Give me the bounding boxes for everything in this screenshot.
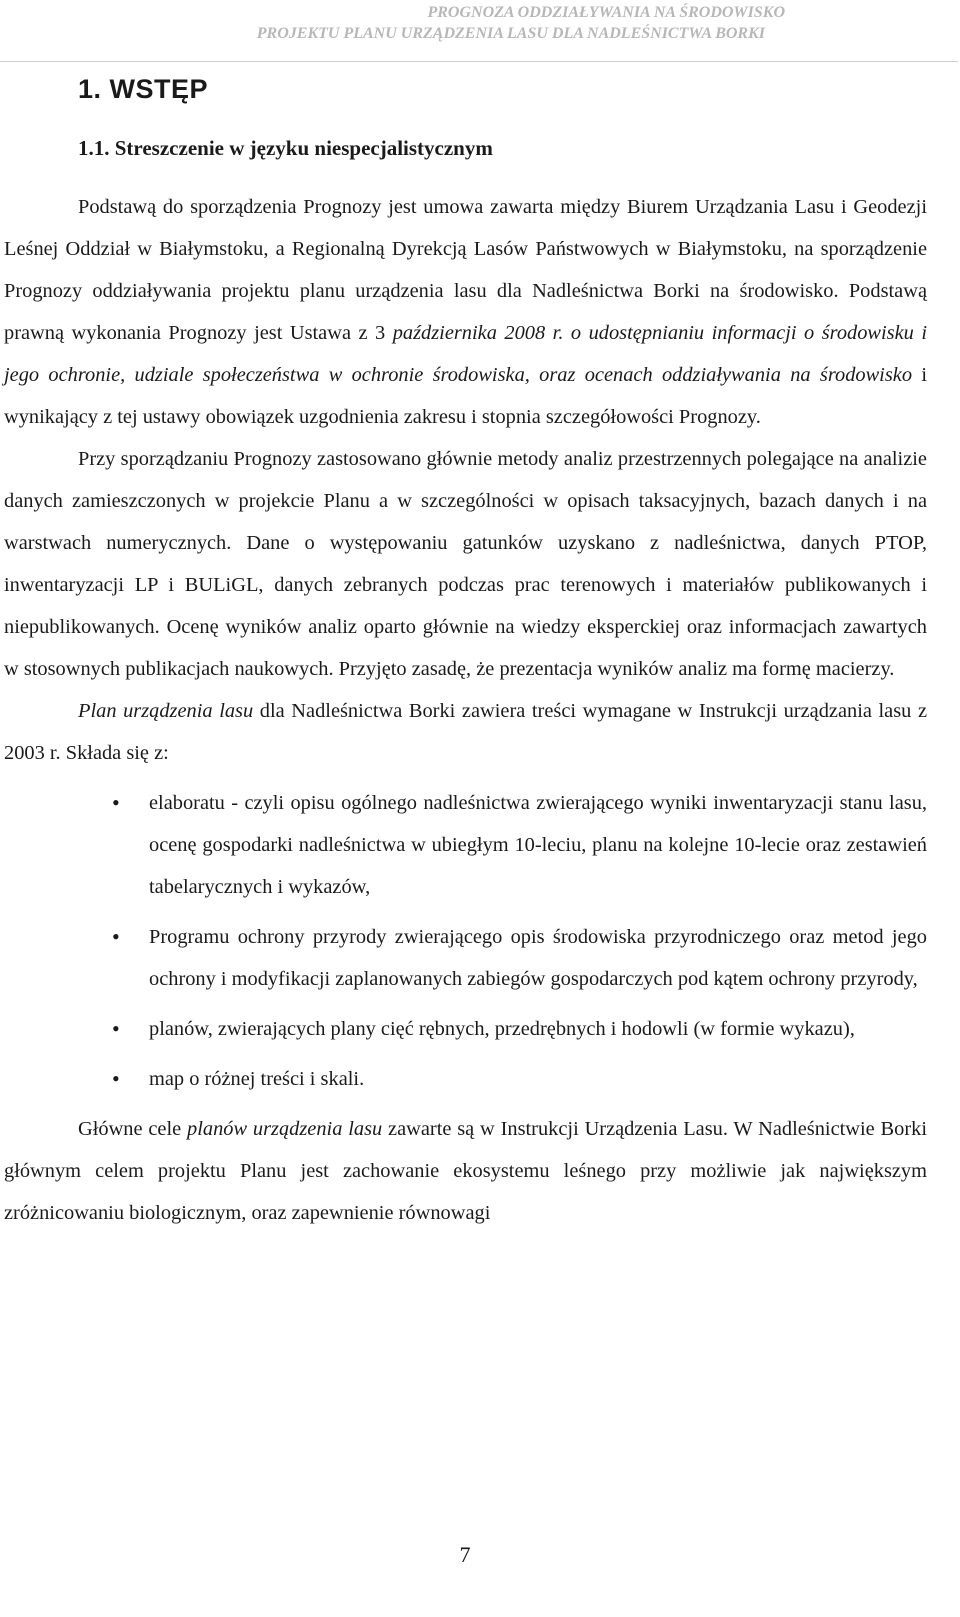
list-item: • planów, zwierających plany cięć rębnych, przedrębnych i hodowli (w formie wykazu), [4,1008,927,1050]
plan-title-italic: Plan urządzenia lasu [78,700,254,722]
section-heading: 1. WSTĘP [78,74,209,104]
plan-components-list [4,782,927,1100]
running-header [0,2,960,44]
plan-contents-text: dla Nadleśnictwa Borki zawiera treści wymagane w Instrukcji urządzania lasu z 2003 r. Składa się z: [4,700,927,764]
goals-text-end: zawarte są w Instrukcji Urządzenia Lasu. W Nadleśnictwie Borki głównym celem projektu Planu jest zachowanie ekosystemu leśnego przy możliwie jak największym zróżnicowaniu biologicznym, oraz zapewnienie równowagi [4,1118,928,1224]
paragraph-plan-contents [4,690,927,774]
plans-italic: planów urządzenia lasu [187,1118,383,1140]
header-title-line1: PROGNOZA ODDZIAŁYWANIA NA ŚRODOWISKO [427,4,785,21]
page-number: 7 [459,1542,471,1567]
paragraph-basis-end: i wynikający z tej ustawy obowiązek uzgodnienia zakresu i stopnia szczegółowości Prognozy. [4,364,927,428]
goals-text-start: Główne cele [78,1118,188,1140]
header-divider [0,61,958,62]
subsection-heading: 1.1. Streszczenie w języku niespecjalistycznym [78,136,493,160]
list-item: • Programu ochrony przyrody zwierającego opis środowiska przyrodniczego oraz metod jego ochrony i modyfikacji zaplanowanych zabiegów gospodarczych pod kątem ochrony przyrody, [4,916,927,1000]
paragraph-goals [4,1108,927,1234]
paragraph-basis [4,186,927,438]
law-title-italic: października 2008 r. o udostępnianiu informacji o środowisku i jego ochronie, udziale społeczeństwa w ochronie środowiska, oraz ocenach oddziaływania na środowisko [4,322,927,386]
list-item: • map o różnej treści i skali. [4,1058,927,1100]
paragraph-basis-text: Podstawą do sporządzenia Prognozy jest umowa zawarta między Biurem Urządzania Lasu i Geodezji Leśnej Oddział w Białymstoku, a Regionalną Dyrekcją Lasów Państwowych w Białymstoku, na sporządzenie Prognozy oddziaływania projektu planu urządzenia lasu dla Nadleśnictwa Borki na środowisko. Podstawą prawną wykonania Prognozy jest Ustawa z 3 [4,196,927,344]
list-item: • elaboratu - czyli opisu ogólnego nadleśnictwa zwierającego wyniki inwentaryzacji stanu lasu, ocenę gospodarki nadleśnictwa w ubiegłym 10-leciu, planu na kolejne 10-lecie oraz zestawień tabelarycznych i wykazów, [4,782,927,908]
document-body [4,186,927,1234]
paragraph-methods: Przy sporządzaniu Prognozy zastosowano głównie metody analiz przestrzennych polegające na analizie danych zamieszczonych w projekcie Planu a w szczególności w opisach taksacyjnych, bazach danych i na warstwach numerycznych. Dane o występowaniu gatunków uzyskano z nadleśnictwa, danych PTOP, inwentaryzacji LP i BULiGL, danych zebranych podczas prac terenowych i materiałów publikowanych i niepublikowanych. Ocenę wyników analiz oparto głównie na wiedzy eksperckiej oraz informacjach zawartych w stosownych publikacjach naukowych. Przyjęto zasadę, że prezentacja wyników analiz ma formę macierzy. [4,448,927,680]
header-title-line2: PROJEKTU PLANU URZĄDZENIA LASU DLA NADLEŚNICTWA BORKI [256,25,765,42]
